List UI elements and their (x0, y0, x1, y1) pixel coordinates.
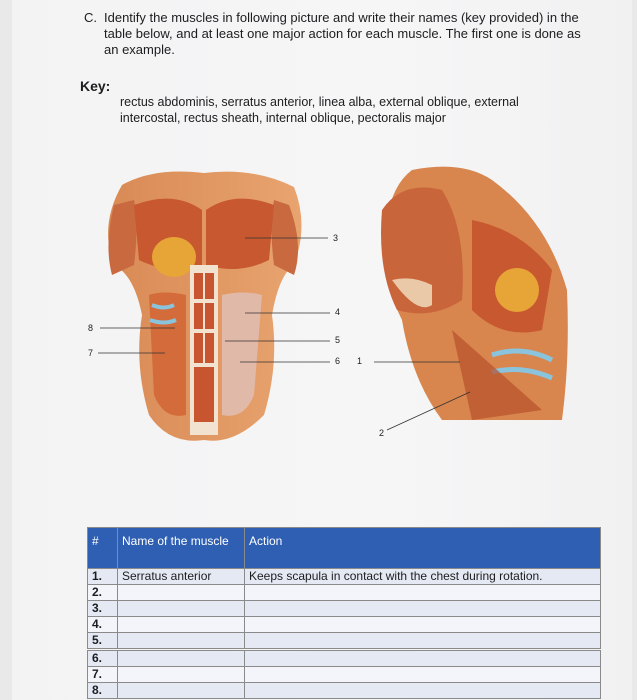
table-header-row (88, 528, 601, 569)
callout-7: 7 (88, 348, 94, 358)
table-row (88, 585, 601, 601)
muscle-table (87, 527, 601, 649)
table-row (88, 617, 601, 633)
row-number: 5. (88, 633, 118, 649)
action-cell[interactable] (245, 667, 601, 683)
action-cell[interactable] (245, 651, 601, 667)
muscle-name-cell[interactable]: Serratus anterior (118, 569, 245, 585)
row-number: 4. (88, 617, 118, 633)
action-cell[interactable] (245, 601, 601, 617)
muscle-name-cell[interactable] (118, 601, 245, 617)
action-cell[interactable] (245, 683, 601, 699)
question-label: C. (84, 10, 97, 25)
table-row (88, 667, 601, 683)
muscle-name-cell[interactable] (118, 617, 245, 633)
row-number: 3. (88, 601, 118, 617)
header-action: Action (245, 528, 601, 569)
row-number: 2. (88, 585, 118, 601)
callout-4: 4 (335, 307, 341, 317)
row-number: 7. (88, 667, 118, 683)
instructions-text: Identify the muscles in following picture and write their names (key provided) in the table below, and at least one major action for each muscle. The first one is done as an example. (104, 10, 581, 57)
callout-1: 1 (357, 356, 363, 366)
muscle-name-cell[interactable] (118, 633, 245, 649)
table-row (88, 601, 601, 617)
action-cell[interactable] (245, 617, 601, 633)
callout-5: 5 (335, 335, 341, 345)
row-number: 1. (88, 569, 118, 585)
row-number: 6. (88, 651, 118, 667)
muscle-name-cell[interactable] (118, 683, 245, 699)
action-cell[interactable]: Keeps scapula in contact with the chest during rotation. (245, 569, 601, 585)
key-label: Key: (80, 78, 111, 94)
callout-6: 6 (335, 356, 341, 366)
callout-2: 2 (379, 428, 385, 438)
header-muscle-name: Name of the muscle (118, 528, 245, 569)
header-number: # (88, 528, 118, 569)
muscle-name-cell[interactable] (118, 667, 245, 683)
table-row (88, 569, 601, 585)
table-row (88, 651, 601, 667)
row-number: 8. (88, 683, 118, 699)
key-text: rectus abdominis, serratus anterior, linea alba, external oblique, external intercostal, rectus sheath, internal oblique, pectoralis major (120, 95, 519, 125)
action-cell[interactable] (245, 585, 601, 601)
muscle-name-cell[interactable] (118, 651, 245, 667)
muscle-name-cell[interactable] (118, 585, 245, 601)
callout-3: 3 (333, 233, 339, 243)
table-row (88, 683, 601, 699)
table-row (88, 633, 601, 649)
muscle-table-continued (87, 650, 601, 699)
callout-8: 8 (88, 323, 94, 333)
action-cell[interactable] (245, 633, 601, 649)
